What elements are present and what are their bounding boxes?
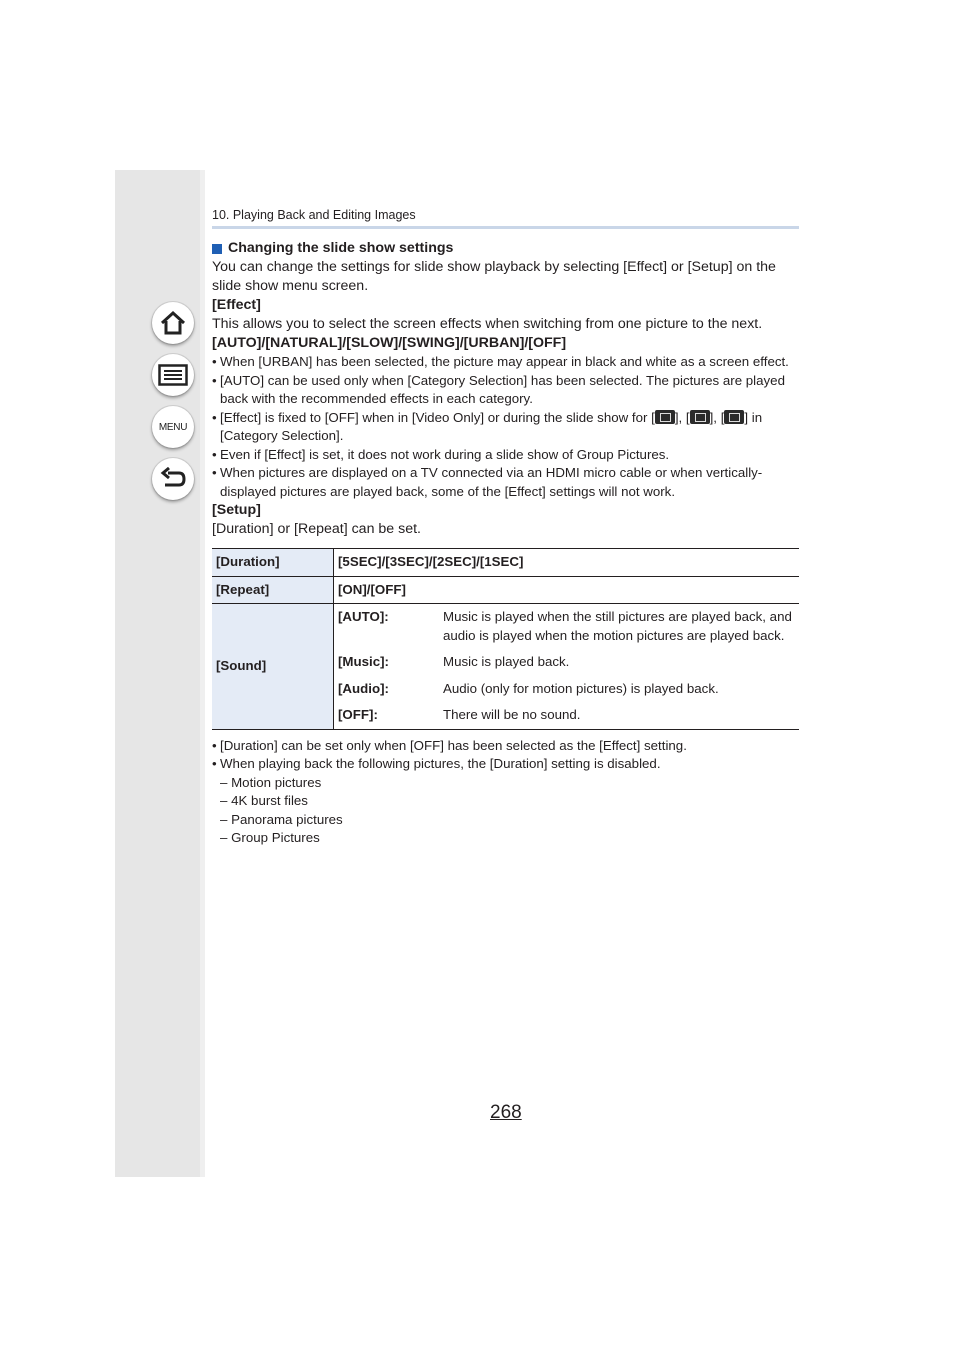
list-item: – Group Pictures [220,829,800,848]
page-number: 268 [490,1102,522,1123]
back-button[interactable] [152,458,194,500]
effect-notes [212,353,800,501]
sound-option-desc: Audio (only for motion pictures) is played back. [443,680,719,696]
effect-description: This allows you to select the screen effects when switching from one picture to the next. [212,316,763,332]
duration-value: [5SEC]/[3SEC]/[2SEC]/[1SEC] [334,549,800,577]
section-heading-text: Changing the slide show settings [228,240,454,256]
fixed-text-sep: ], [ [674,409,690,425]
sound-option-key: [Audio]: [338,680,389,696]
table-notes [212,737,800,848]
sound-options [334,604,800,730]
4k-photo-icon [690,410,710,424]
list-icon [158,364,188,386]
video-mode-icon [655,410,675,424]
back-arrow-icon [159,467,187,491]
fixed-text-before: [Effect] is fixed to [OFF] when in [Video Only] or during the slide show for [ [220,409,655,425]
post-focus-icon [724,410,744,424]
list-item: – 4K burst files [220,792,800,811]
contents-button[interactable] [152,354,194,396]
menu-button[interactable] [152,406,194,448]
list-item: • [AUTO] can be used only when [Category Selection] has been selected. The pictures are played back with the recommended effects in each category. [212,372,800,409]
main-content [212,239,800,848]
list-item: – Panorama pictures [220,811,800,830]
duration-label: [Duration] [212,549,334,577]
table-row [212,604,799,730]
fixed-text-sep: ], [ [709,409,725,425]
table-row [212,576,799,604]
intro-text: You can change the settings for slide show playback by selecting [Effect] or [Setup] on the slide show menu screen. [212,259,776,294]
list-item: • Even if [Effect] is set, it does not work during a slide show of Group Pictures. [212,446,800,465]
menu-icon: MENU [158,421,188,433]
setup-settings-table [212,548,799,730]
list-item: • When playing back the following pictures, the [Duration] setting is disabled. [212,755,800,774]
list-item: • When [URBAN] has been selected, the picture may appear in black and white as a screen effect. [212,353,800,372]
home-button[interactable] [152,302,194,344]
list-item: • [Duration] can be set only when [OFF] has been selected as the [Effect] setting. [212,737,800,756]
sound-label: [Sound] [212,604,334,730]
square-bullet-icon [212,244,222,254]
disabled-picture-types [212,774,800,848]
setup-description: [Duration] or [Repeat] can be set. [212,521,421,537]
sound-option-key: [Music]: [338,654,389,669]
chapter-header: 10. Playing Back and Editing Images [212,208,799,229]
sound-option-desc: There will be no sound. [443,707,581,722]
table-row [212,549,799,577]
setup-title: [Setup] [212,502,261,518]
sound-option-key: [AUTO]: [338,609,389,624]
repeat-value: [ON]/[OFF] [334,576,800,604]
sound-option-desc: Music is played back. [443,654,570,669]
section-heading [212,239,800,258]
list-item [212,409,800,446]
list-item: • When pictures are displayed on a TV connected via an HDMI micro cable or when vertically-displayed pictures are played back, some of the [Effect] settings will not work. [212,464,800,501]
sound-option-desc: Music is played when the still pictures are played back, and audio is played when the motion pictures are played back. [443,609,792,643]
home-icon [159,310,187,336]
repeat-label: [Repeat] [212,576,334,604]
sidebar-edge [200,170,205,1177]
effect-title: [Effect] [212,297,261,313]
effect-options: [AUTO]/[NATURAL]/[SLOW]/[SWING]/[URBAN]/[OFF] [212,335,567,351]
fixed-text-after: ] in [Category Selection]. [220,409,763,443]
sound-option-key: [OFF]: [338,707,378,722]
list-item: – Motion pictures [220,774,800,793]
